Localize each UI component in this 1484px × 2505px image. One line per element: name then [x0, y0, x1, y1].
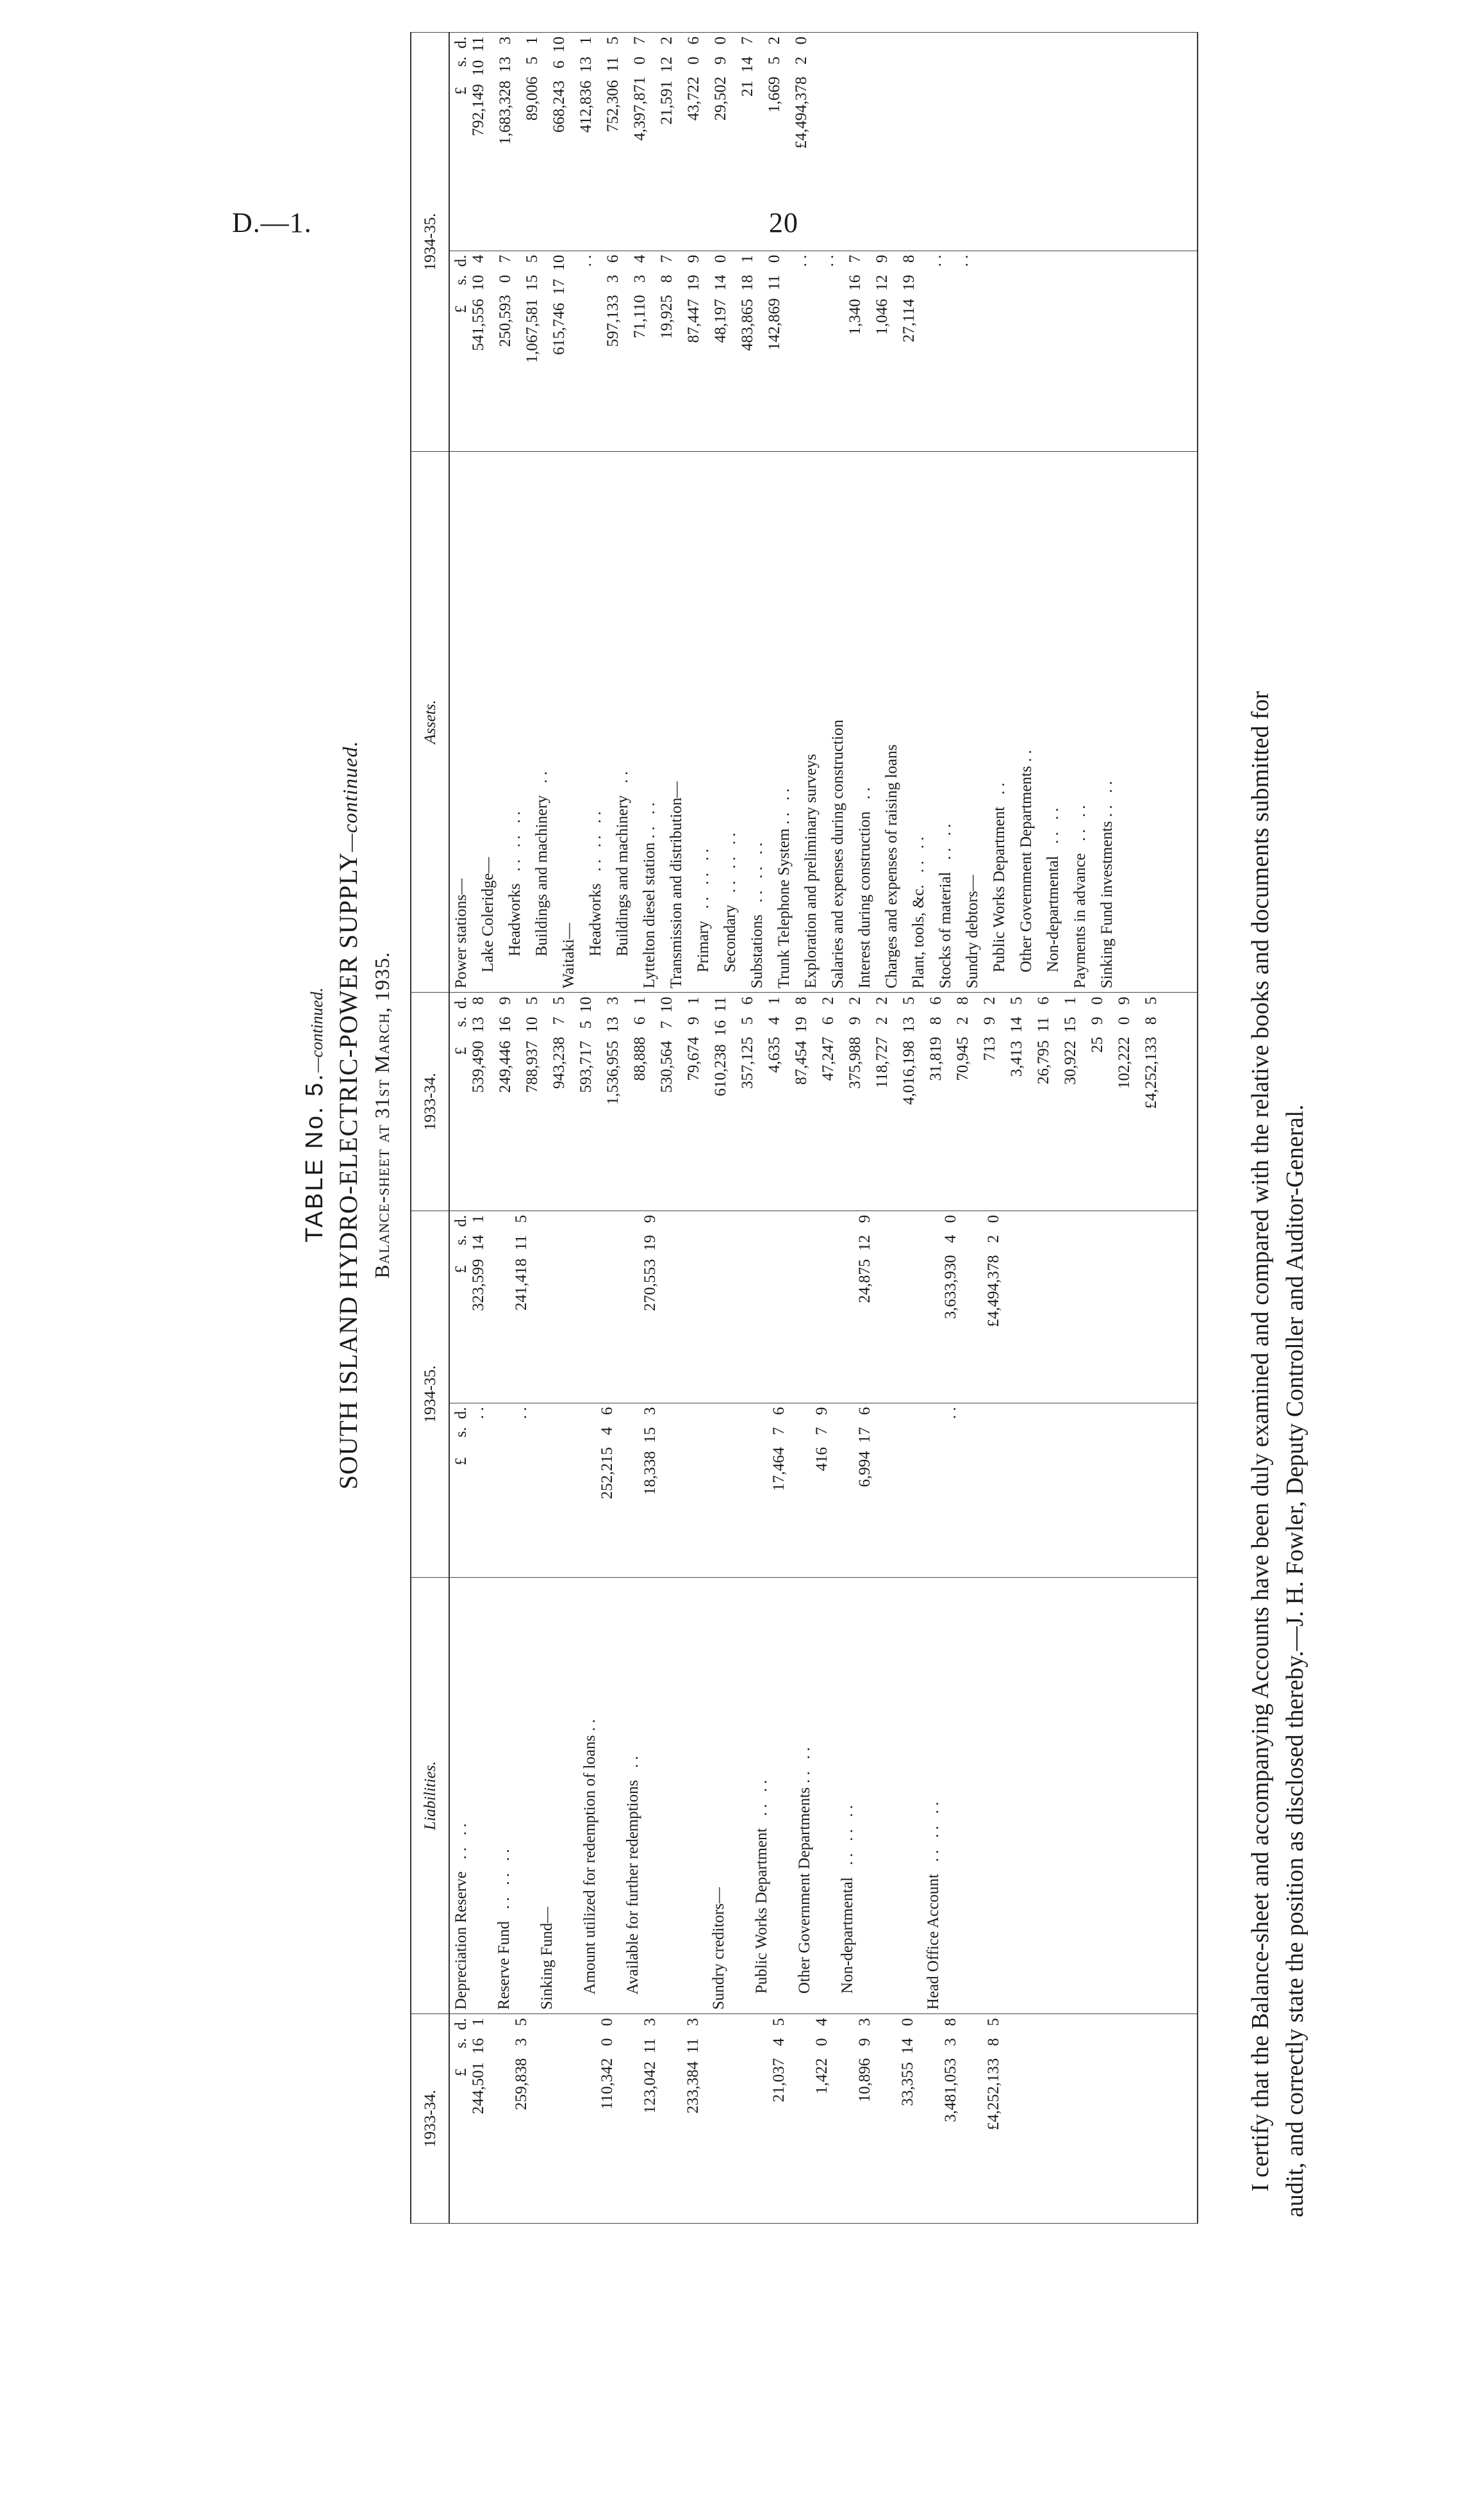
cell-line: Plant, tools, &c. . . . . — [910, 836, 927, 989]
cell-line: 252,215 4 6 — [598, 1407, 616, 1500]
asset-1934-outer-column — [449, 33, 1198, 251]
cell-line: Non-departmental . . . . . . — [839, 1805, 856, 2010]
cell-line: Sundry creditors— — [710, 1887, 727, 2010]
liab-1934-inner-values — [470, 1407, 1002, 1573]
liab-labels — [452, 1582, 985, 2010]
cell-line — [684, 1407, 702, 1573]
asset-labels — [452, 456, 1142, 989]
cell-line: Sinking Fund— — [538, 1906, 556, 2010]
cell-line: Buildings and machinery . . — [614, 771, 631, 989]
col-header-liabilities: Liabilities. — [411, 1578, 449, 2014]
table-number: TABLE No. 5. — [301, 1072, 328, 1243]
cell-line: . . — [927, 254, 944, 275]
cell-line: 21,591 12 2 — [658, 37, 675, 125]
cell-line: 3,633,930 4 0 — [942, 1214, 959, 1319]
liab-1934-inner-column — [449, 1403, 1198, 1577]
currency-header: £ s. d. — [452, 2018, 470, 2077]
cell-line: 270,553 19 9 — [641, 1214, 659, 1311]
cell-line — [667, 1582, 684, 2010]
cell-line — [899, 1215, 916, 1399]
cell-line — [556, 1215, 573, 1399]
cell-line: Non-departmental . . . . — [1044, 807, 1062, 989]
cell-line: 323,599 14 1 — [470, 1214, 487, 1311]
cell-line — [813, 1215, 830, 1399]
asset-1934-inner-column — [449, 251, 1198, 451]
col-header-assets: Assets. — [411, 451, 449, 993]
cell-line: Sinking Fund investments . . . . — [1098, 781, 1116, 989]
cell-line: 110,342 0 0 — [598, 2018, 616, 2110]
cell-line: 416 7 9 — [813, 1407, 830, 1471]
cell-line — [556, 1407, 573, 1573]
cell-line: Trunk Telephone System . . . . — [775, 788, 793, 989]
cell-line: 244,501 16 1 — [470, 2018, 487, 2115]
cell-line: Transmission and distribution— — [668, 781, 685, 989]
cell-line: 21 14 7 — [739, 37, 756, 97]
cell-line: . . — [820, 254, 837, 275]
cell-line: 412,836 13 1 — [577, 37, 595, 133]
cell-line: . . — [954, 254, 971, 275]
cell-line: 89,006 5 1 — [524, 37, 541, 121]
cell-line: Head Office Account . . . . . . — [925, 1801, 942, 2010]
cell-line: £4,494,378 2 0 — [793, 37, 810, 149]
cell-line: 593,717 5 10 — [577, 996, 595, 1093]
cell-line: Salaries and expenses during construction — [829, 720, 846, 989]
cell-line: 88,888 6 1 — [631, 996, 648, 1081]
cell-line: 233,384 11 3 — [684, 2018, 702, 2114]
cell-line: Headworks . . . . . . — [587, 811, 604, 989]
cell-line: 118,727 2 2 — [873, 996, 891, 1089]
cell-line: Other Government Departments . . — [1018, 750, 1035, 989]
cell-line: . . — [577, 254, 595, 275]
cell-line: £4,252,133 8 5 — [985, 2018, 1002, 2131]
cell-line: Interest during construction . . — [856, 787, 873, 989]
cell-line: 71,110 3 4 — [631, 254, 648, 338]
table-number-title — [301, 0, 329, 2230]
cell-line: 4,016,198 13 5 — [900, 996, 918, 1105]
liab-labels-column — [449, 1578, 1198, 2014]
auditor-certificate — [1243, 26, 1312, 2217]
cell-line: Amount utilized for redemption of loans . . — [581, 1719, 598, 2010]
cell-line: 18,338 15 3 — [641, 1407, 659, 1496]
currency-header: £ s. d. — [452, 996, 470, 1055]
cell-line — [985, 1407, 1002, 1573]
cell-line: 792,149 10 11 — [470, 37, 487, 136]
cell-line: 29,502 9 0 — [712, 37, 729, 121]
cell-line: 24,875 12 9 — [856, 1214, 873, 1303]
cell-line: Lyttelton diesel station . . . . — [641, 802, 658, 989]
main-title-text: SOUTH ISLAND HYDRO-ELECTRIC-POWER SUPPLY — [334, 852, 363, 1490]
cell-line: Payments in advance . . . . — [1071, 805, 1089, 989]
cell-line: Waitaki— — [560, 923, 577, 989]
cell-line: 483,865 18 1 — [739, 254, 756, 351]
cell-line: 87,454 19 8 — [793, 996, 810, 1085]
page-header-left: D.—1. — [232, 207, 312, 238]
col-header-asset-1933: 1933-34. — [411, 993, 449, 1211]
cell-line — [727, 1215, 745, 1399]
cell-line: 79,674 9 1 — [685, 996, 702, 1081]
cell-line: 943,238 7 5 — [550, 996, 568, 1089]
currency-header: £ s. d. — [452, 37, 470, 95]
cell-line: 1,046 12 9 — [873, 254, 891, 335]
cell-line: 249,446 16 9 — [497, 996, 514, 1093]
cell-line: 27,114 19 8 — [900, 254, 918, 343]
liab-1933-column — [449, 2014, 1198, 2224]
cell-line: 241,418 11 5 — [513, 1214, 530, 1310]
asset-1933-values — [470, 996, 1160, 1207]
currency-header: £ s. d. — [452, 1407, 470, 1466]
cell-line: 752,306 11 5 — [604, 37, 622, 133]
liab-1933-values — [470, 2018, 1002, 2219]
cell-line: . . — [793, 254, 810, 275]
cell-line: Public Works Department . . . . — [753, 1780, 770, 2010]
cell-line: 375,988 9 2 — [846, 996, 864, 1089]
main-title — [333, 0, 363, 2230]
main-title-suffix: —continued. — [338, 740, 361, 852]
certificate-line-1: I certify that the Balance-sheet and accompanying Accounts have been duly examined and compared with the relative books and documents submitted for — [1247, 691, 1274, 2192]
cell-line: 259,838 3 5 — [513, 2018, 530, 2110]
cell-line: 1,340 16 7 — [846, 254, 864, 335]
cell-line: Buildings and machinery . . — [533, 771, 550, 989]
cell-line: Secondary . . . . . . — [721, 832, 739, 989]
cell-line: 539,490 13 8 — [470, 996, 487, 1093]
cell-line: 19,925 8 7 — [658, 254, 675, 339]
cell-line: Power stations— — [452, 878, 470, 989]
cell-line — [968, 1582, 985, 2010]
cell-line: 142,869 11 0 — [766, 254, 783, 351]
col-header-asset-1934: 1934-35. — [411, 33, 449, 452]
cell-line — [727, 2018, 745, 2219]
cell-line: 597,133 3 6 — [604, 254, 622, 347]
sub-title: Balance-sheet at 31st March, 1935. — [370, 952, 393, 1278]
cell-line: 102,222 0 9 — [1116, 996, 1133, 1089]
cell-line — [684, 1215, 702, 1399]
cell-line: 87,447 19 9 — [685, 254, 702, 343]
cell-line: Charges and expenses of raising loans — [883, 744, 900, 989]
cell-line: Primary . . . . . . — [695, 848, 712, 989]
cell-line — [727, 1407, 745, 1573]
balance-sheet-table — [410, 32, 1198, 2224]
cell-line: 610,238 16 11 — [712, 996, 729, 1096]
asset-1934-outer-values — [470, 37, 810, 247]
cell-line: 10,896 9 3 — [856, 2018, 873, 2103]
cell-line: 48,197 14 0 — [712, 254, 729, 343]
cell-line: 26,795 11 6 — [1035, 996, 1052, 1084]
cell-line: 25 9 0 — [1089, 996, 1106, 1053]
cell-line: 1,536,955 13 3 — [604, 996, 622, 1105]
rotated-page — [301, 0, 1365, 2230]
cell-line: 47,247 6 2 — [820, 996, 837, 1081]
cell-line: 1,683,328 13 3 — [497, 37, 514, 145]
cell-line: 668,243 6 10 — [550, 37, 568, 133]
cell-line — [598, 1215, 616, 1399]
cell-line: 615,746 17 10 — [550, 254, 568, 355]
cell-line: 250,593 0 7 — [497, 254, 514, 347]
cell-line: 17,464 7 6 — [770, 1407, 787, 1491]
cell-line: Reserve Fund . . . . . . — [495, 1849, 513, 2010]
liab-1934-outer-values — [470, 1215, 1002, 1399]
cell-line: . . — [513, 1407, 530, 1427]
cell-line: 31,819 8 6 — [927, 996, 944, 1081]
cell-line — [770, 1215, 787, 1399]
cell-line: Sundry debtors— — [964, 875, 981, 989]
cell-line: Available for further redemptions . . — [624, 1756, 641, 2010]
cell-line: 1,422 0 4 — [813, 2018, 830, 2094]
currency-header: £ s. d. — [452, 1214, 470, 1273]
cell-line: Depreciation Reserve . . . . — [452, 1823, 470, 2010]
cell-line: 541,556 10 4 — [470, 254, 487, 351]
cell-line — [1125, 456, 1142, 989]
cell-line: 4,397,871 0 7 — [631, 37, 648, 141]
col-header-liab-1934: 1934-35. — [411, 1211, 449, 1577]
cell-line: 33,355 14 0 — [899, 2018, 916, 2106]
cell-line: 6,994 17 6 — [856, 1407, 873, 1487]
cell-line: £4,494,378 2 0 — [985, 1214, 1002, 1327]
cell-line: 1,669 5 2 — [766, 37, 783, 113]
cell-line: 713 9 2 — [981, 996, 998, 1061]
liab-1934-outer-column — [449, 1211, 1198, 1403]
cell-line: 3,413 14 5 — [1008, 996, 1025, 1077]
page-number: 20 — [769, 207, 798, 238]
cell-line: 530,564 7 10 — [658, 996, 675, 1093]
cell-line: 357,125 5 6 — [739, 996, 756, 1089]
cell-line: Lake Coleridge— — [479, 857, 497, 989]
cell-line: Headworks . . . . . . — [506, 811, 524, 989]
cell-line: 123,042 11 3 — [641, 2018, 659, 2114]
cell-line: Substations . . . . . . — [748, 842, 766, 989]
cell-line: . . — [942, 1407, 959, 1427]
cell-line — [556, 2018, 573, 2219]
cell-line: 1,067,581 15 5 — [524, 254, 541, 363]
cell-line: 70,945 2 8 — [954, 996, 971, 1081]
cell-line: 788,937 10 5 — [524, 996, 541, 1093]
cell-line — [899, 1407, 916, 1573]
cell-line: 4,635 4 1 — [766, 996, 783, 1073]
cell-line: Public Works Department . . — [991, 782, 1008, 989]
cell-line: Stocks of material . . . . — [937, 823, 954, 989]
cell-line: 43,722 0 6 — [685, 37, 702, 121]
cell-line: £4,252,133 8 5 — [1142, 996, 1160, 1109]
col-header-liab-1933: 1933-34. — [411, 2014, 449, 2224]
cell-line: . . — [470, 1407, 487, 1427]
asset-labels-column — [449, 451, 1198, 993]
certificate-line-2: audit, and correctly state the position as disclosed thereby.—J. H. Fowler, Deputy Controller and Auditor-General. — [1282, 1104, 1308, 2217]
currency-header: £ s. d. — [452, 254, 470, 313]
cell-line — [882, 1582, 899, 2010]
cell-line: Exploration and preliminary surveys — [802, 754, 820, 989]
cell-line: 30,922 15 1 — [1062, 996, 1079, 1085]
cell-line: Other Government Departments . . . . — [796, 1747, 813, 2010]
table-number-suffix: —continued. — [308, 988, 326, 1073]
asset-1934-inner-values — [470, 255, 971, 447]
cell-line: 21,037 4 5 — [770, 2018, 787, 2103]
asset-1933-column — [449, 993, 1198, 1211]
cell-line: 3,481,053 3 8 — [942, 2018, 959, 2122]
